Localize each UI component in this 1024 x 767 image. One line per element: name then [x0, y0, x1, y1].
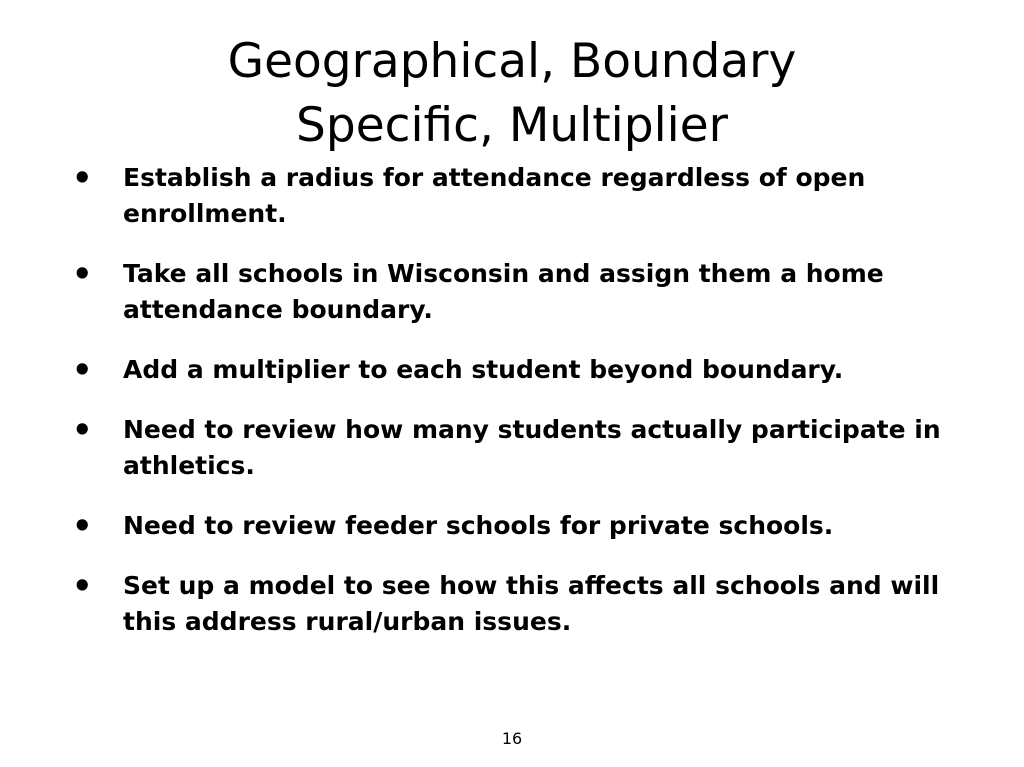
bullet-dot-icon: • [72, 507, 93, 545]
bullet-list [72, 160, 972, 664]
bullet-dot-icon: • [72, 351, 93, 389]
slide-title [112, 30, 912, 158]
bullet-dot-icon: • [72, 567, 93, 605]
bullet-item [72, 352, 972, 388]
bullet-dot-icon: • [72, 411, 93, 449]
slide-title-line-2: Specific, Multiplier [296, 98, 728, 153]
bullet-item [72, 160, 972, 232]
bullet-dot-icon: • [72, 159, 93, 197]
bullet-text: Establish a radius for attendance regardless of open enrollment. [123, 163, 866, 228]
bullet-item [72, 568, 972, 640]
bullet-text: Add a multiplier to each student beyond boundary. [123, 355, 844, 384]
slide-title-line-1: Geographical, Boundary [227, 34, 797, 89]
bullet-text: Take all schools in Wisconsin and assign them a home attendance boundary. [123, 259, 884, 324]
bullet-item [72, 412, 972, 484]
bullet-item [72, 256, 972, 328]
page-number: 16 [501, 729, 523, 748]
bullet-item [72, 508, 972, 544]
bullet-text: Set up a model to see how this affects all schools and will this address rural/urban issues. [123, 571, 940, 636]
bullet-dot-icon: • [72, 255, 93, 293]
bullet-text: Need to review feeder schools for private schools. [123, 511, 834, 540]
bullet-text: Need to review how many students actually participate in athletics. [123, 415, 941, 480]
